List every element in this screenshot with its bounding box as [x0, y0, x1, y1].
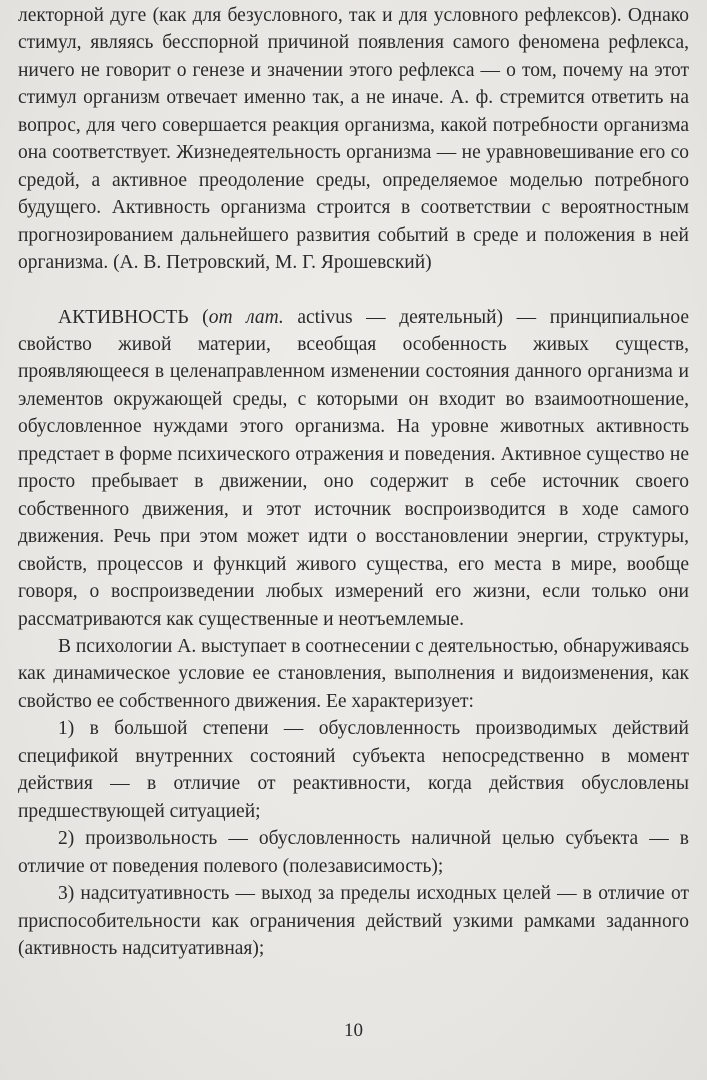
entry-headword: АКТИВНОСТЬ: [58, 306, 189, 328]
paragraph-reflex-continuation: лекторной дуге (как для безусловного, так и для условного рефлексов). Однако стимул, являясь бесспорной причиной появления самого феномена рефлекса, ничего не говорит о генезе и значении этого рефлекса — о том, почему на этот стимул организм отвечает именно так, а не иначе. А. ф. стремится ответить на вопрос, для чего совершается реакция организма, какой потребности организма она соответствует. Жизнедеятельность организма — не уравновешивание его со средой, а активное преодоление среды, определяемое моделью потребного будущего. Активность организма строится в соответствии с вероятностным прогнозированием дальнейшего развития событий в среде и положения в ней организма. (А. В. Петровский, М. Г. Ярошевский): [18, 5, 689, 274]
list-item-3: 3) надситуативность — выход за пределы исходных целей — в отличие от приспособительности как ограничения действий узкими рамками заданного (активность надситуативная);: [18, 883, 689, 959]
page-number: 10: [344, 1020, 363, 1041]
paragraph-activity-entry: [18, 304, 689, 633]
etymology-open-paren: (: [188, 306, 209, 328]
etymology-word: activus — деятельный) —: [283, 306, 550, 328]
list-item-2: 2) произвольность — обусловленность наличной целью субъекта — в отличие от поведения полевого (полезависимость);: [18, 828, 689, 877]
etymology-source-language: от лат.: [208, 306, 284, 328]
paragraph-psychology: В психологии А. выступает в соотнесении с деятельностью, обнаруживаясь как динамическое условие ее становления, выполнения и видоизменения, как свойство ее собственного движения. Ее характеризует:: [18, 635, 689, 712]
entry-definition: принципиальное свойство живой материи, всеобщая особенность живых существ, проявляющееся в целенаправленном изменении состояния данного организма и элементов окружающей среды, с которыми он входит во взаимоотношение, обусловленное нуждами этого организма. На уровне животных активность предстает в форме психического отражения и поведения. Активное существо не просто пребывает в движении, оно содержит в себе источник своего собственного движения, и этот источник воспроизводится в ходе самого движения. Речь при этом может идти о восстановлении энергии, структуры, свойств, процессов и функций живого существа, его места в мире, вообще говоря, о воспроизведении любых измерений его жизни, если только они рассматриваются как существенные и неотъемлемые.: [18, 306, 690, 630]
list-item-1: 1) в большой степени — обусловленность производимых действий спецификой внутренних состояний субъекта непосредственно в момент действия — в отличие от реактивности, когда действия обусловлены предшествующей ситуацией;: [18, 718, 689, 822]
section-gap: [18, 277, 689, 304]
